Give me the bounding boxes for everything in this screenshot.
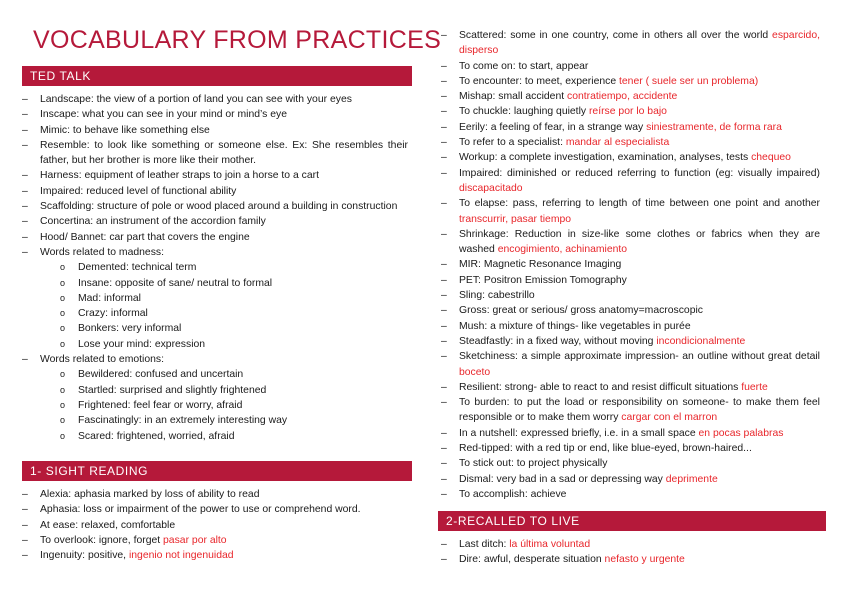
list-item: – Last ditch: la última voluntad: [441, 537, 820, 552]
sub-list-item: o Demented: technical term: [40, 260, 408, 275]
list-item: – Words related to madness: o Demented: technical term o Insane: opposite of sane/ neutral to formal o Mad: informal o Crazy: informal o Bonkers: very informal o Lose your mind: expression: [22, 245, 408, 352]
list-item: – Mishap: small accident contratiempo, accidente: [441, 89, 820, 104]
list-item: – To stick out: to project physically: [441, 456, 820, 471]
list-item: – To elapse: pass, referring to length of time between one point and another transcurrir, pasar tiempo: [441, 196, 820, 227]
list-item: – To come on: to start, appear: [441, 59, 820, 74]
list-item: – To encounter: to meet, experience tener ( suele ser un problema): [441, 74, 820, 89]
list-item: – Inscape: what you can see in your mind or mind’s eye: [22, 107, 408, 122]
list-item: – To overlook: ignore, forget pasar por alto: [22, 533, 408, 548]
sub-list-item: o Lose your mind: expression: [40, 337, 408, 352]
page-title: VOCABULARY FROM PRACTICES: [33, 26, 442, 54]
sub-list-item: o Crazy: informal: [40, 306, 408, 321]
vocabulary-list: [441, 28, 820, 502]
sub-list-item: o Mad: informal: [40, 291, 408, 306]
list-item: – PET: Positron Emission Tomography: [441, 273, 820, 288]
recalled-to-live-list: [441, 537, 820, 568]
sub-list-item: o Bonkers: very informal: [40, 321, 408, 336]
list-item: – Sketchiness: a simple approximate impression- an outline without great detail boceto: [441, 349, 820, 380]
list-item: – Hood/ Bannet: car part that covers the engine: [22, 230, 408, 245]
sight-reading-list: [22, 487, 408, 563]
emotions-sublist: [40, 367, 408, 443]
list-item: – Concertina: an instrument of the accordion family: [22, 214, 408, 229]
list-item: – Alexia: aphasia marked by loss of ability to read: [22, 487, 408, 502]
sub-list-item: o Scared: frightened, worried, afraid: [40, 429, 408, 444]
list-item: – Landscape: the view of a portion of land you can see with your eyes: [22, 92, 408, 107]
list-item: – Mush: a mixture of things- like vegetables in purée: [441, 319, 820, 334]
section-header-recalled-to-live: 2-RECALLED TO LIVE: [438, 511, 826, 531]
list-item: – Ingenuity: positive, ingenio not ingenuidad: [22, 548, 408, 563]
list-item: – Eerily: a feeling of fear, in a strange way siniestramente, de forma rara: [441, 120, 820, 135]
list-item: – Impaired: reduced level of functional ability: [22, 184, 408, 199]
sub-list-item: o Bewildered: confused and uncertain: [40, 367, 408, 382]
list-item: – To burden: to put the load or responsibility on someone- to make them feel responsible or to make them worry cargar con el marron: [441, 395, 820, 426]
list-item: – Gross: great or serious/ gross anatomy=macroscopic: [441, 303, 820, 318]
list-item: – Steadfastly: in a fixed way, without moving incondicionalmente: [441, 334, 820, 349]
section-header-ted-talk: TED TALK: [22, 66, 412, 86]
list-item: – To chuckle: laughing quietly reírse por lo bajo: [441, 104, 820, 119]
list-item: – At ease: relaxed, comfortable: [22, 518, 408, 533]
sub-list-item: o Startled: surprised and slightly frightened: [40, 383, 408, 398]
list-item: – Scaffolding: structure of pole or wood placed around a building in construction: [22, 199, 408, 214]
list-item: – Sling: cabestrillo: [441, 288, 820, 303]
list-item: – MIR: Magnetic Resonance Imaging: [441, 257, 820, 272]
list-item: – Impaired: diminished or reduced referring to function (eg: visually impaired) discapacitado: [441, 166, 820, 197]
section-header-sight-reading: 1- SIGHT READING: [22, 461, 412, 481]
list-item: – Dire: awful, desperate situation nefasto y urgente: [441, 552, 820, 567]
madness-sublist: [40, 260, 408, 352]
list-item: – Red-tipped: with a red tip or end, like blue-eyed, brown-haired...: [441, 441, 820, 456]
list-item: – Mimic: to behave like something else: [22, 123, 408, 138]
list-item: – Scattered: some in one country, come in others all over the world esparcido, disperso: [441, 28, 820, 59]
sub-list-item: o Insane: opposite of sane/ neutral to formal: [40, 276, 408, 291]
list-item: – Workup: a complete investigation, examination, analyses, tests chequeo: [441, 150, 820, 165]
list-item: – In a nutshell: expressed briefly, i.e. in a small space en pocas palabras: [441, 426, 820, 441]
list-item: – Aphasia: loss or impairment of the power to use or comprehend word.: [22, 502, 408, 517]
list-item: – Shrinkage: Reduction in size-like some clothes or fabrics when they are washed encogimiento, achinamiento: [441, 227, 820, 258]
list-item: – To refer to a specialist: mandar al especialista: [441, 135, 820, 150]
list-item: – Resemble: to look like something or someone else. Ex: She resembles their father, but her brother is more like their mother.: [22, 138, 408, 169]
list-item: – Dismal: very bad in a sad or depressing way deprimente: [441, 472, 820, 487]
list-item: – To accomplish: achieve: [441, 487, 820, 502]
list-item: – Harness: equipment of leather straps to join a horse to a cart: [22, 168, 408, 183]
ted-talk-list: [22, 92, 408, 444]
list-item: – Words related to emotions: o Bewildered: confused and uncertain o Startled: surprised and slightly frightened o Frightened: feel fear or worry, afraid o Fascinatingly: in an extremely interesting way o Scared: frightened, worried, afraid: [22, 352, 408, 444]
sub-list-item: o Frightened: feel fear or worry, afraid: [40, 398, 408, 413]
list-item: – Resilient: strong- able to react to and resist difficult situations fuerte: [441, 380, 820, 395]
sub-list-item: o Fascinatingly: in an extremely interesting way: [40, 413, 408, 428]
